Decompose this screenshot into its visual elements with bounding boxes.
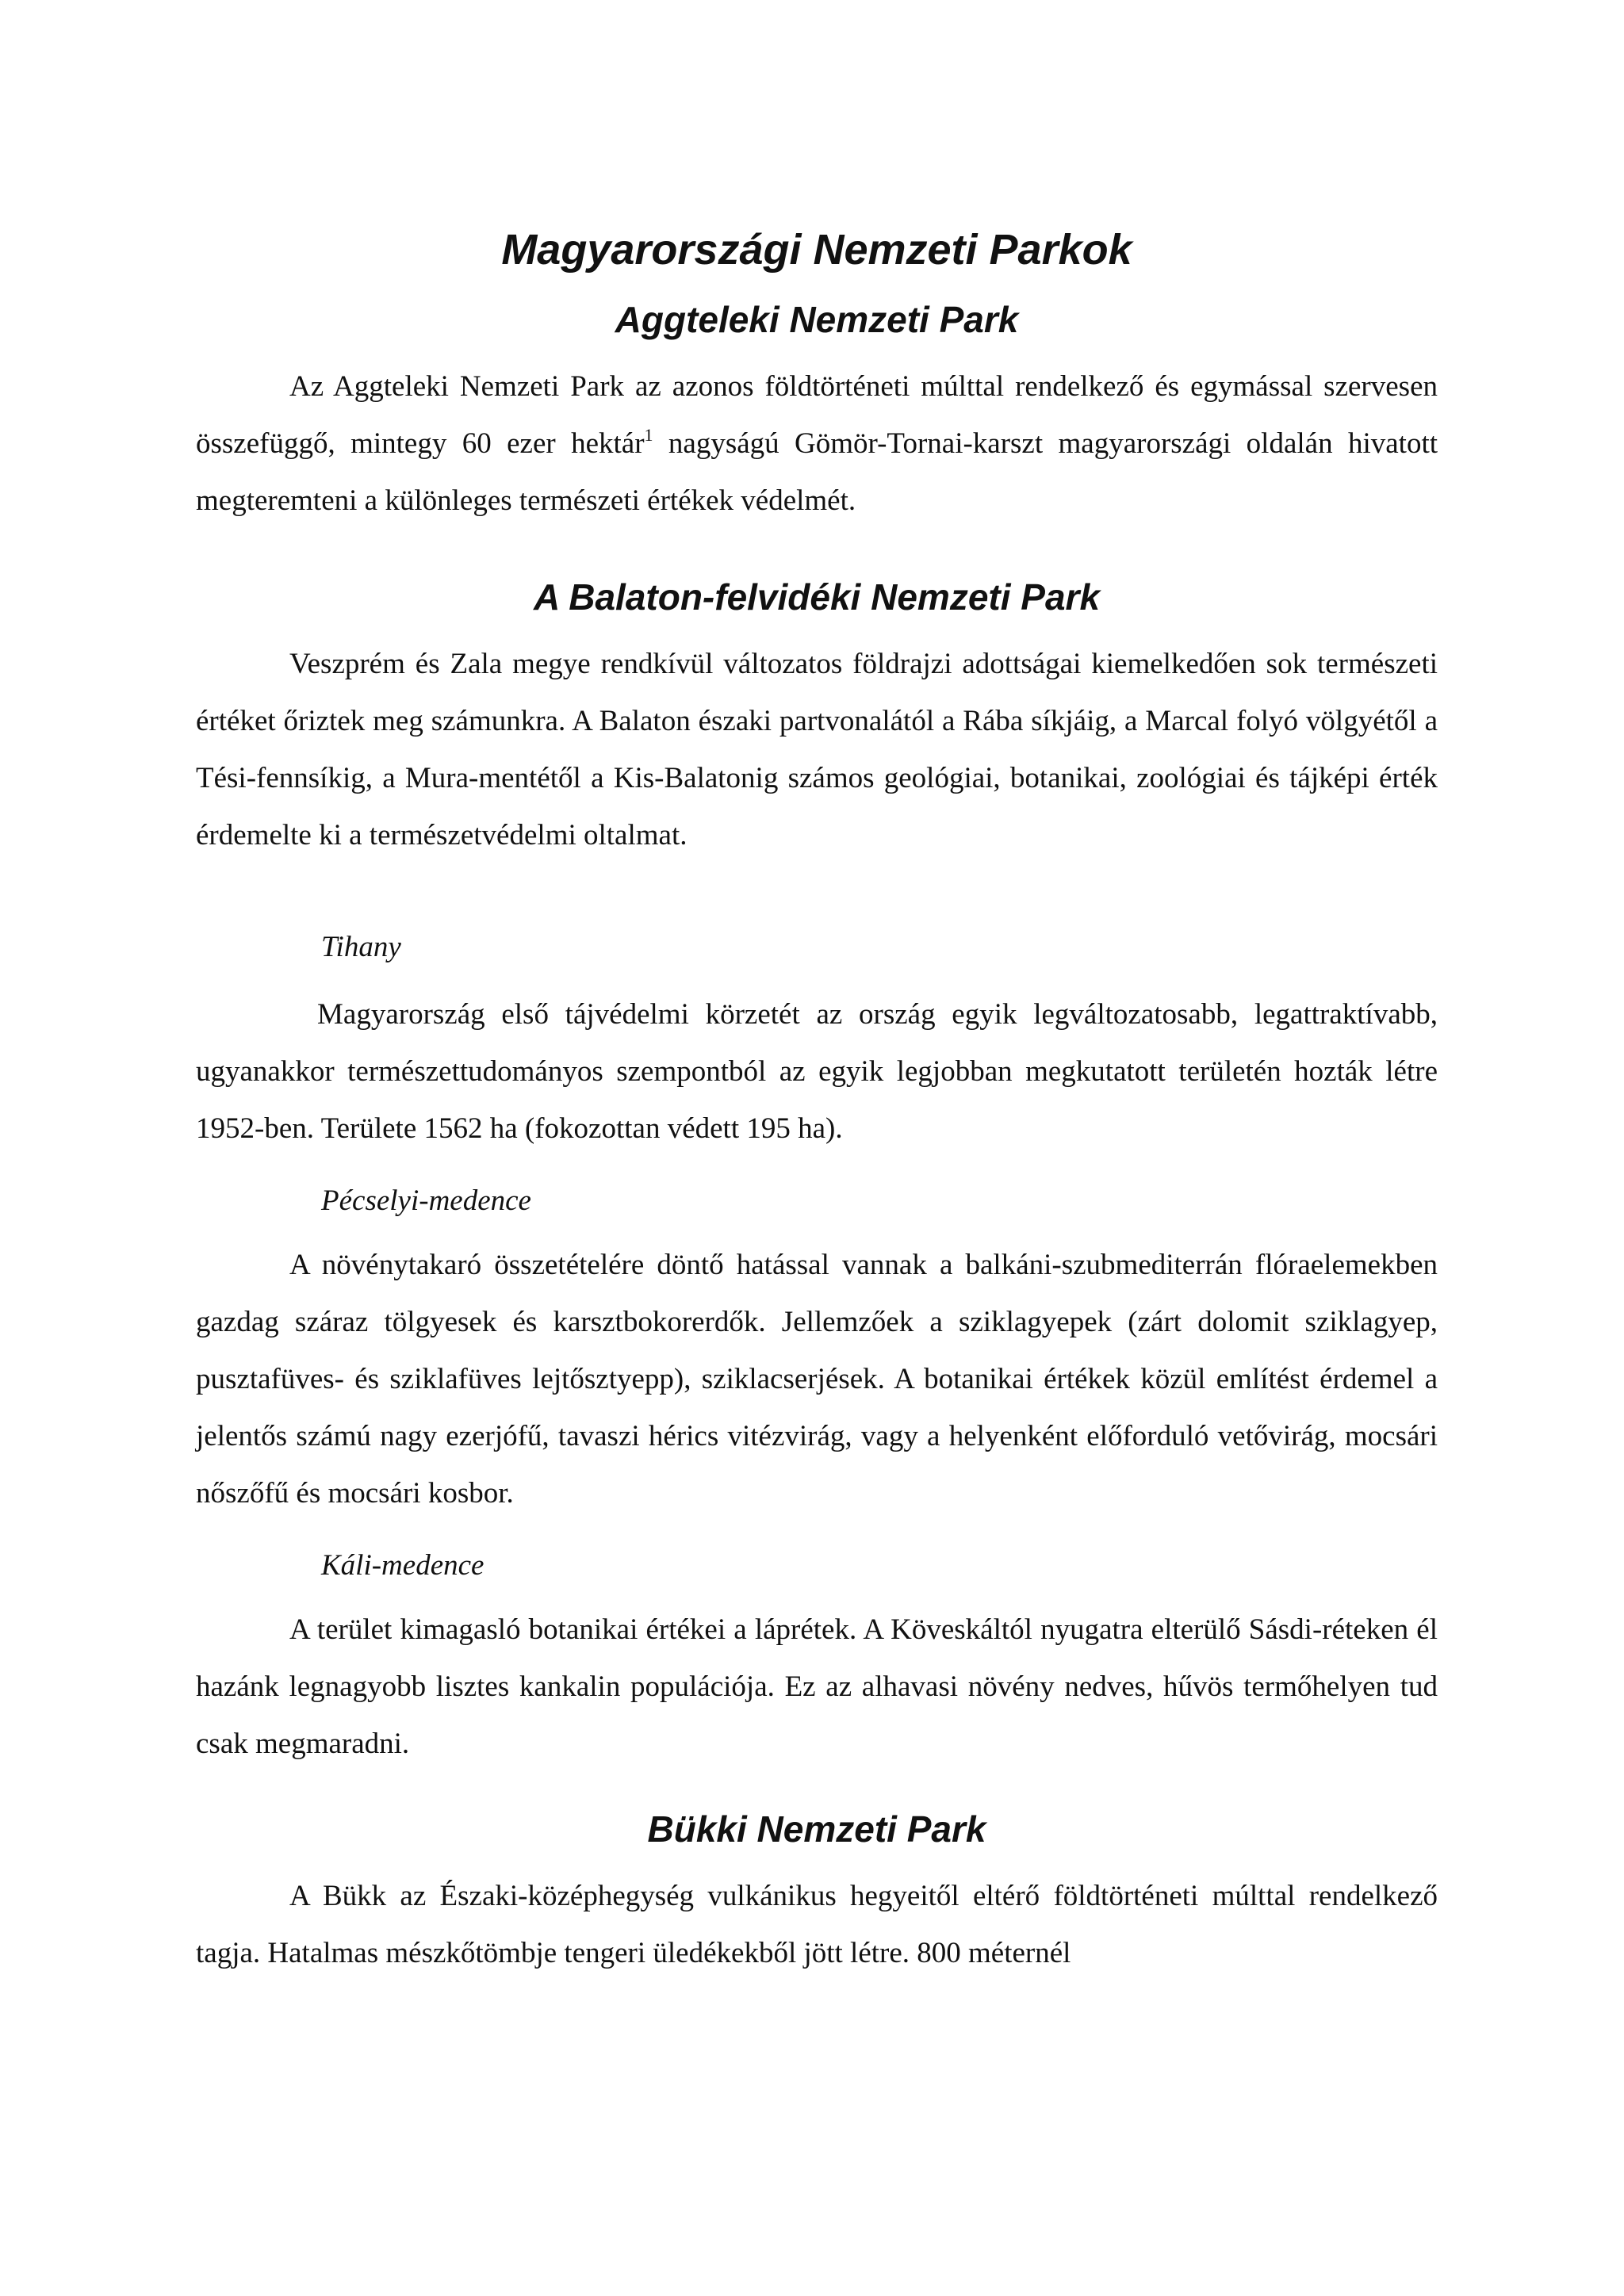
subheading-pecselyi: Pécselyi-medence [321,1184,531,1217]
document-title: Magyarországi Nemzeti Parkok [501,226,1132,274]
heading-aggteleki: Aggteleki Nemzeti Park [615,299,1019,340]
paragraph-tihany: Magyarország első tájvédelmi körzetét az ország egyik legváltozatosabb, legattraktívabb, ugyanakkor természettudományos szempontból az egyik legjobban megkutatott területén hozták létre 1952-ben. Területe 1562 ha (fokozottan védett 195 ha). [196,998,1438,1145]
paragraph-aggteleki [196,358,1438,530]
heading-bukk: Bükki Nemzeti Park [647,1808,986,1850]
paragraph-pecselyi: A növénytakaró összetételére döntő hatással vannak a balkáni-szubmediterrán flóraelemekben gazdag száraz tölgyesek és karsztbokorerdők. Jellemzőek a sziklagyepek (zárt dolomit sziklagyep, pusztafüves- és sziklafüves lejtősztyepp), sziklacserjések. A botanikai értékek közül említést érdemel a jelentős számú nagy ezerjófű, tavaszi hérics vitézvirág, vagy a helyenként előforduló vetővirág, mocsári nőszőfű és mocsári kosbor. [196,1249,1438,1510]
paragraph-aggteleki-text-cont: nagyságú Gömör-Tornai-karszt magyarországi oldalán hivatott megteremteni a különleges természeti értékek védelmét. [196,427,1438,517]
paragraph-balaton: Veszprém és Zala megye rendkívül változatos földrajzi adottságai kiemelkedően sok természeti értéket őriztek meg számunkra. A Balaton északi partvonalától a Rába síkjáig, a Marcal folyó völgyétől a Tési-fennsíkig, a Mura-mentétől a Kis-Balatonig számos geológiai, botanikai, zoológiai és tájképi érték érdemelte ki a természetvédelmi oltalmat. [196,648,1438,851]
paragraph-aggteleki-text: Az Aggteleki Nemzeti Park az azonos földtörténeti múlttal rendelkező és egymással szervesen összefüggő, mintegy 60 ezer hektár [196,370,1438,460]
paragraph-kali: A terület kimagasló botanikai értékei a láprétek. A Köveskáltól nyugatra elterülő Sásdi-réteken él hazánk legnagyobb lisztes kankalin populációja. Ez az alhavasi növény nedves, hűvös termőhelyen tud csak megmaradni. [196,1613,1438,1760]
document-page [196,214,1438,1982]
footnote-marker: 1 [644,425,653,445]
paragraph-bukk: A Bükk az Északi-középhegység vulkánikus hegyeitől eltérő földtörténeti múlttal rendelkező tagja. Hatalmas mészkőtömbje tengeri üledékekből jött létre. 800 méternél [196,1880,1438,1969]
subheading-tihany: Tihany [321,931,401,963]
heading-balaton: A Balaton-felvidéki Nemzeti Park [533,576,1101,618]
subheading-kali: Káli-medence [321,1549,485,1582]
